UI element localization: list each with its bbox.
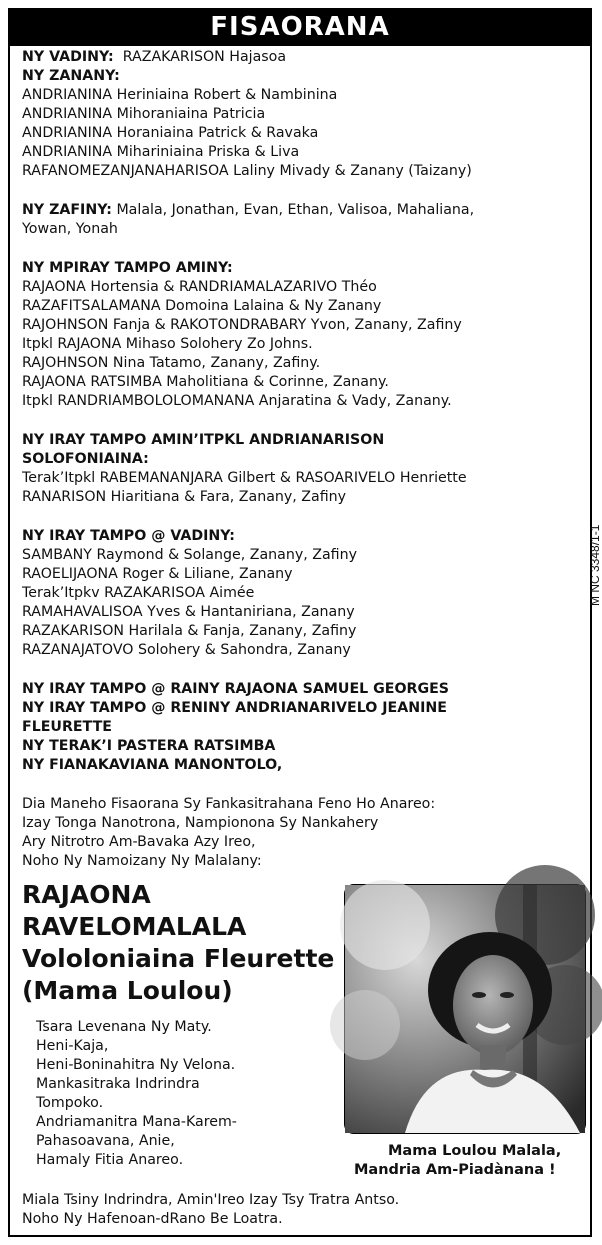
inlaws2-line: RAZANAJATOVO Solohery & Sahondra, Zanany: [22, 642, 351, 658]
sibling-line: RAZAFITSALAMANA Domoina Lalaina & Ny Zanany: [22, 298, 382, 314]
tribute-line: Mankasitraka Indrindra: [36, 1076, 200, 1092]
tribute-line: Tompoko.: [36, 1095, 104, 1111]
grandchildren-names: Malala, Jonathan, Evan, Ethan, Valisoa, Mahaliana,: [116, 202, 475, 218]
inlaws2-line: RAZAKARISON Harilala & Fanja, Zanany, Zafiny: [22, 623, 357, 639]
sibling-line: Itpkl RANDRIAMBOLOLOMANANA Anjaratina & Vady, Zanany.: [22, 393, 452, 409]
reference-code: M NC 3348/1-1: [588, 524, 602, 606]
child-line: ANDRIANINA Mihoraniaina Patricia: [22, 106, 266, 122]
sibling-line: RAJOHNSON Fanja & RAKOTONDRABARY Yvon, Zanany, Zafiny: [22, 317, 462, 333]
child-line: ANDRIANINA Mihariniaina Priska & Liva: [22, 144, 300, 160]
child-line: ANDRIANINA Heriniaina Robert & Nambinina: [22, 87, 338, 103]
deceased-surname-2: RAVELOMALALA: [22, 912, 247, 941]
closing-line: Noho Ny Hafenoan-dRano Be Loatra.: [22, 1211, 283, 1227]
photo-caption-line1: Mama Loulou Malala,: [388, 1143, 562, 1159]
inlaws2-line: Terak’Itpkv RAZAKARISOA Aimée: [22, 585, 255, 601]
tribute-line: Hamaly Fitia Anareo.: [36, 1152, 184, 1168]
deceased-given-name: Vololoniaina Fleurette: [22, 944, 335, 973]
other-relatives-line: FLEURETTE: [22, 719, 112, 735]
tribute-line: Heni-Kaja,: [36, 1038, 109, 1054]
deceased-surname: RAJAONA: [22, 880, 151, 909]
wife-line: [22, 48, 286, 67]
siblings-label: NY MPIRAY TAMPO AMINY:: [22, 260, 233, 276]
wife-label: NY VADINY:: [22, 49, 114, 65]
wife-name: RAZAKARISON Hajasoa: [122, 49, 287, 65]
closing-line: Miala Tsiny Indrindra, Amin'Ireo Izay Tsy Tratra Antso.: [22, 1192, 400, 1208]
sibling-line: Itpkl RAJAONA Mihaso Solohery Zo Johns.: [22, 336, 313, 352]
children-label: NY ZANANY:: [22, 68, 120, 84]
tribute-line: Pahasoavana, Anie,: [36, 1133, 175, 1149]
grandchildren-line: [22, 201, 474, 220]
inlaws2-line: SAMBANY Raymond & Solange, Zanany, Zafiny: [22, 547, 357, 563]
photo-caption-line2: Mandria Am-Piadànana !: [354, 1162, 556, 1178]
message-line: Noho Ny Namoizany Ny Malalany:: [22, 853, 262, 869]
message-line: Dia Maneho Fisaorana Sy Fankasitrahana Feno Ho Anareo:: [22, 796, 436, 812]
inlaws1-line: Terak’Itpkl RABEMANANJARA Gilbert & RASOARIVELO Henriette: [22, 470, 467, 486]
inlaws2-line: RAOELIJAONA Roger & Liliane, Zanany: [22, 566, 293, 582]
inlaws1-label: NY IRAY TAMPO AMIN’ITPKL ANDRIANARISON: [22, 432, 385, 448]
message-line: Ary Nitrotro Am-Bavaka Azy Ireo,: [22, 834, 256, 850]
child-line: RAFANOMEZANJANAHARISOA Laliny Mivady & Zanany (Taizany): [22, 163, 472, 179]
portrait-photo: [344, 884, 586, 1134]
tribute-line: Heni-Boninahitra Ny Velona.: [36, 1057, 236, 1073]
other-relatives-line: NY IRAY TAMPO @ RENINY ANDRIANARIVELO JEANINE: [22, 700, 447, 716]
other-relatives-line: NY FIANAKAVIANA MANONTOLO,: [22, 757, 283, 773]
grandchildren-label: NY ZAFINY:: [22, 202, 112, 218]
sibling-line: RAJAONA Hortensia & RANDRIAMALAZARIVO Théo: [22, 279, 377, 295]
tribute-line: Andriamanitra Mana-Karem-: [36, 1114, 237, 1130]
sibling-line: RAJOHNSON Nina Tatamo, Zanany, Zafiny.: [22, 355, 321, 371]
inlaws2-line: RAMAHAVALISOA Yves & Hantaniriana, Zanany: [22, 604, 355, 620]
inlaws1-line: RANARISON Hiaritiana & Fara, Zanany, Zafiny: [22, 489, 347, 505]
notice-title: FISAORANA: [8, 8, 592, 46]
inlaws2-label: NY IRAY TAMPO @ VADINY:: [22, 528, 235, 544]
other-relatives-line: NY IRAY TAMPO @ RAINY RAJAONA SAMUEL GEORGES: [22, 681, 449, 697]
deceased-nickname: (Mama Loulou): [22, 976, 233, 1005]
message-line: Izay Tonga Nanotrona, Nampionona Sy Nankahery: [22, 815, 379, 831]
other-relatives-line: NY TERAK’I PASTERA RATSIMBA: [22, 738, 276, 754]
tribute-line: Tsara Levenana Ny Maty.: [36, 1019, 212, 1035]
grandchildren-names-cont: Yowan, Yonah: [22, 221, 118, 237]
sibling-line: RAJAONA RATSIMBA Maholitiana & Corinne, Zanany.: [22, 374, 389, 390]
inlaws1-label-cont: SOLOFONIAINA:: [22, 451, 149, 467]
child-line: ANDRIANINA Horaniaina Patrick & Ravaka: [22, 125, 319, 141]
